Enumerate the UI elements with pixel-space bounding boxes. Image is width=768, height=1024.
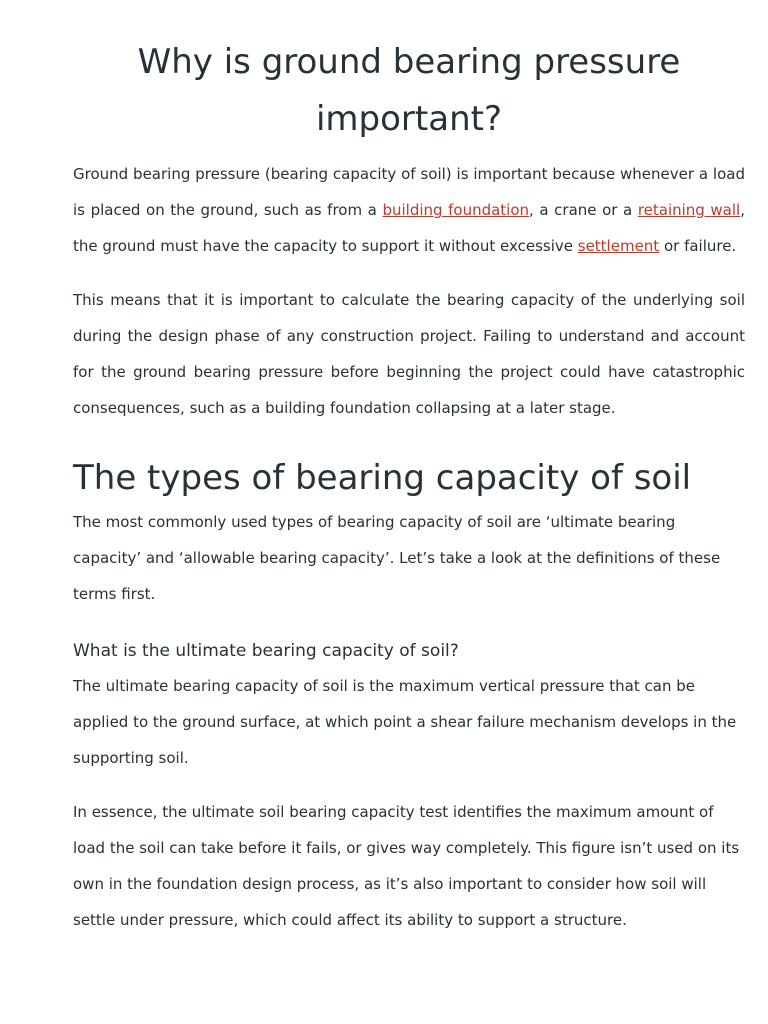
ultimate-heading: What is the ultimate bearing capacity of soil?	[73, 641, 459, 661]
retaining-wall-link[interactable]: retaining wall	[637, 201, 741, 219]
ultimate-paragraph-2: In essence, the ultimate soil bearing capacity test identifies the maximum amount of load the soil can take before it fails, or gives way completely. This figure isn’t used on its own in the foundation design process, as it’s also important to consider how soil will settle under pressure, which could affect its ability to support a structure.	[73, 803, 740, 929]
intro-text-1: Ground bearing pressure (bearing capacity of soil) is important because whenever a load is placed on the ground, such as from a	[73, 165, 745, 219]
intro-text-4: or failure.	[659, 237, 737, 255]
settlement-link[interactable]: settlement	[577, 237, 660, 255]
page-title: Why is ground bearing pressure important?	[137, 42, 681, 139]
ultimate-paragraph-1: The ultimate bearing capacity of soil is the maximum vertical pressure that can be applied to the ground surface, at which point a shear failure mechanism develops in the supporting soil.	[73, 677, 737, 767]
intro-text-3: , the ground must have the capacity to support it without excessive	[73, 201, 745, 255]
types-heading: The types of bearing capacity of soil	[73, 458, 692, 498]
types-paragraph: The most commonly used types of bearing capacity of soil are ‘ultimate bearing capacity’ and ‘allowable bearing capacity’. Let’s take a look at the definitions of these terms first.	[73, 513, 721, 603]
intro-paragraph-1	[73, 156, 745, 264]
intro-text-2: , a crane or a	[529, 201, 638, 219]
article	[73, 0, 745, 938]
building-foundation-link[interactable]: building foundation	[382, 201, 530, 219]
intro-paragraph-2: This means that it is important to calculate the bearing capacity of the underlying soil during the design phase of any construction project. Failing to understand and account for the ground bearing pressure before beginning the project could have catastrophic consequences, such as a building foundation collapsing at a later stage.	[73, 291, 745, 417]
